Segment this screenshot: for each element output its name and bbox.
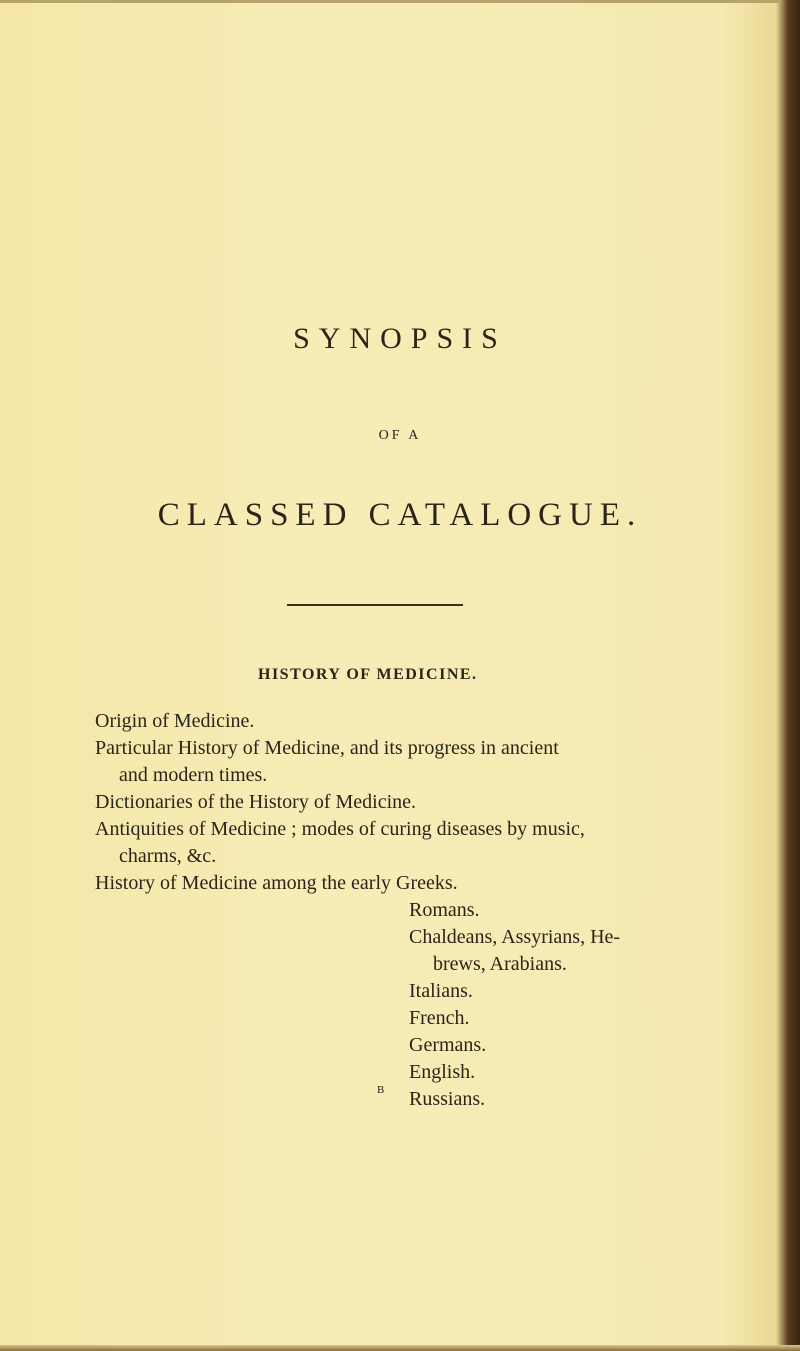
entry-particular-history-cont: and modern times.: [119, 764, 268, 786]
divider-rule: [287, 604, 463, 606]
entry-origin: Origin of Medicine.: [95, 710, 255, 732]
entry-romans: Romans.: [409, 899, 480, 921]
entry-dictionaries: Dictionaries of the History of Medicine.: [95, 791, 417, 813]
entry-english: English.: [409, 1061, 476, 1083]
entry-history-greeks: History of Medicine among the early Greeks.: [95, 872, 458, 894]
title-classed-catalogue: CLASSED CATALOGUE.: [157, 497, 643, 533]
entry-french: French.: [409, 1007, 470, 1029]
page-bottom-edge: [0, 1345, 800, 1351]
section-heading: HISTORY OF MEDICINE.: [258, 666, 478, 683]
entry-particular-history: Particular History of Medicine, and its progress in ancient: [95, 737, 559, 759]
entry-chaldeans-cont: brews, Arabians.: [433, 953, 567, 975]
title-synopsis: SYNOPSIS: [293, 322, 507, 355]
top-rule: [0, 0, 780, 3]
entry-antiquities-cont: charms, &c.: [119, 845, 217, 867]
entry-antiquities: Antiquities of Medicine ; modes of curing diseases by music,: [95, 818, 585, 840]
entry-italians: Italians.: [409, 980, 473, 1002]
entry-russians: Russians.: [409, 1088, 486, 1110]
title-of-a: OF A: [378, 428, 422, 443]
entry-chaldeans: Chaldeans, Assyrians, He-: [409, 926, 621, 948]
signature-mark: B: [377, 1084, 385, 1096]
entry-germans: Germans.: [409, 1034, 487, 1056]
